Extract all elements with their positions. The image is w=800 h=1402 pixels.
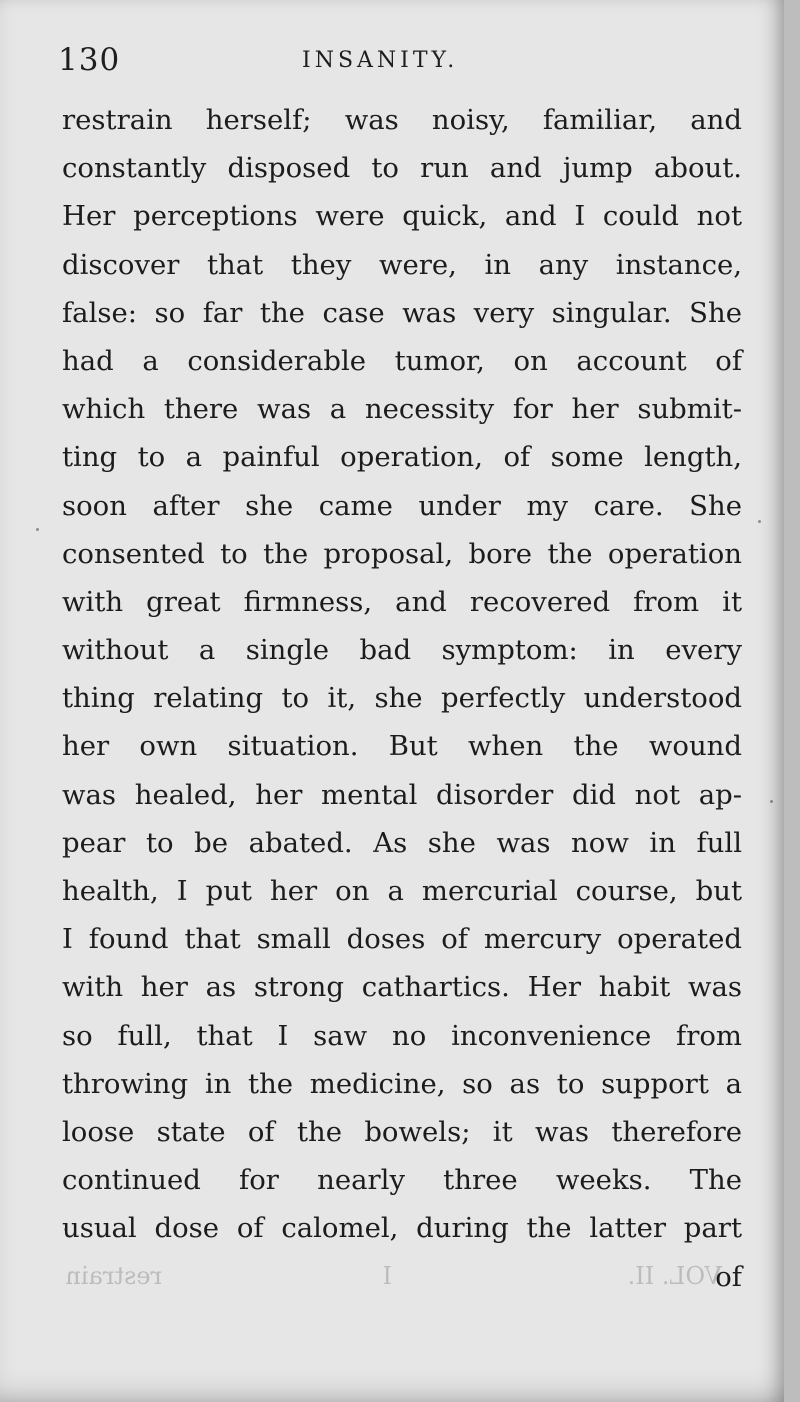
text-line: consented to the proposal, bore the operation — [62, 537, 742, 570]
text-line: discover that they were, in any instance, — [62, 248, 742, 281]
body-text — [62, 96, 742, 1301]
paper-speck — [758, 520, 761, 523]
text-line: restrain herself; was noisy, familiar, and — [62, 104, 742, 136]
text-line: without a single bad symptom: in every — [62, 634, 742, 667]
catchword: of — [715, 1260, 742, 1293]
text-line: had a considerable tumor, on account of — [62, 344, 742, 377]
text-line: I found that small doses of mercury operated — [62, 923, 742, 956]
text-line: constantly disposed to run and jump about. — [62, 152, 742, 185]
bleed-through-mark: I — [382, 1262, 392, 1290]
text-line: loose state of the bowels; it was therefore — [62, 1115, 742, 1148]
text-line: pear to be abated. As she was now in full — [62, 826, 742, 859]
running-head: INSANITY. — [302, 48, 459, 73]
page-number: 130 — [58, 42, 121, 78]
text-line: which there was a necessity for her submit- — [62, 393, 742, 426]
text-line: with great firmness, and recovered from it — [62, 585, 742, 618]
text-line: throwing in the medicine, so as to support a — [62, 1067, 742, 1100]
text-line: usual dose of calomel, during the latter part — [62, 1212, 742, 1245]
text-line: her own situation. But when the wound — [62, 730, 742, 763]
text-line: was healed, her mental disorder did not ap- — [62, 778, 742, 811]
bleed-through-signature: VOL. II. — [627, 1262, 722, 1290]
text-line: false: so far the case was very singular. She — [62, 296, 742, 329]
page-header — [58, 40, 498, 80]
paper-speck — [64, 1228, 67, 1231]
text-line: health, I put her on a mercurial course, but — [62, 875, 742, 907]
paper-speck — [36, 528, 39, 531]
text-line: ting to a painful operation, of some length, — [62, 441, 742, 474]
text-line: with her as strong cathartics. Her habit was — [62, 971, 742, 1004]
bleed-through-text — [62, 1262, 722, 1302]
text-line: thing relating to it, she perfectly understood — [62, 682, 742, 715]
text-line: so full, that I saw no inconvenience from — [62, 1019, 742, 1052]
text-line: Her perceptions were quick, and I could not — [62, 200, 742, 233]
bleed-through-catchword: restrain — [65, 1262, 162, 1290]
text-line: soon after she came under my care. She — [62, 489, 742, 522]
paper-speck — [770, 800, 773, 803]
text-line: continued for nearly three weeks. The — [62, 1164, 742, 1197]
